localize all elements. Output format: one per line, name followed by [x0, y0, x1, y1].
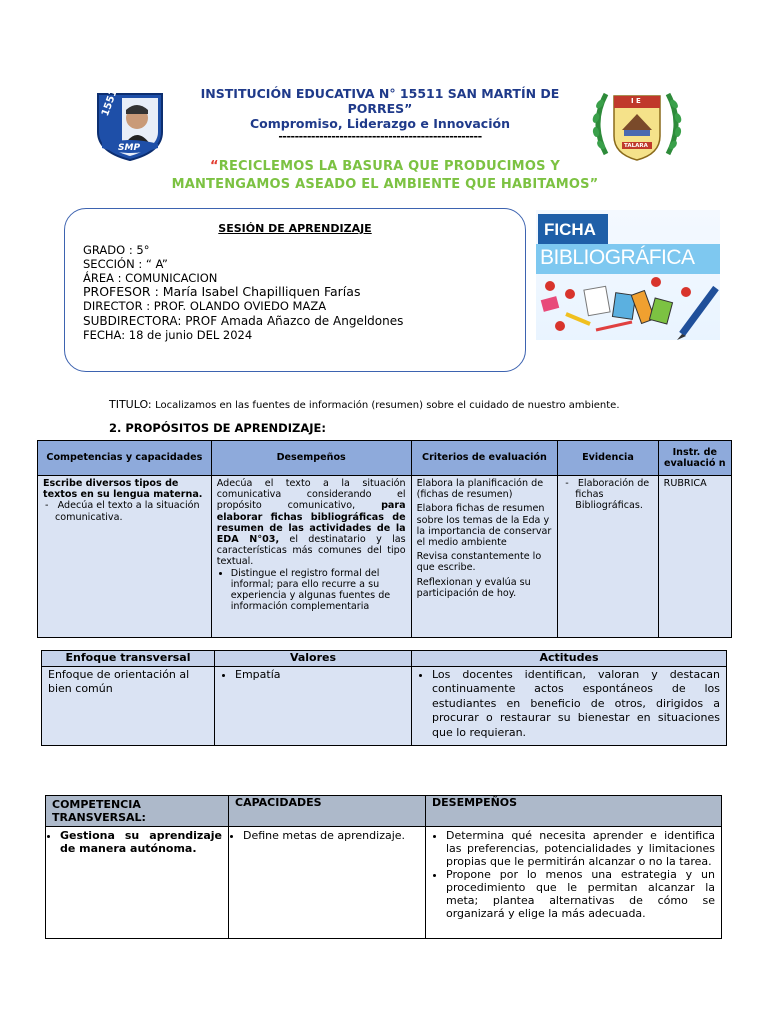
session-subdirector: SUBDIRECTORA: PROF Amada Añazco de Angeldones	[83, 314, 404, 328]
actitud-item: • Los docentes identifican, valoran y destacan continuamente actos espontáneos de los estudiantes en beneficio de otros, dirigidos a procurar o restaurar su bienestar en situaciones que lo requieran.	[432, 668, 720, 741]
session-title: SESIÓN DE APRENDIZAJE	[218, 222, 372, 235]
ficha-word: FICHA	[544, 220, 596, 239]
session-grade: GRADO : 5°	[83, 243, 150, 257]
valor-cell	[215, 666, 412, 745]
session-section: SECCIÓN : “ A”	[83, 257, 168, 271]
header-desempenos: Desempeños	[211, 441, 411, 476]
header-actitudes: Actitudes	[412, 651, 727, 667]
capacidad-text: Adecúa el texto a la situación comunicativa.	[55, 500, 200, 523]
header-instrumento: Instr. de evaluació n	[658, 441, 731, 476]
titulo-label: TITULO:	[109, 398, 156, 411]
titulo-text: Localizamos en las fuentes de información (resumen) sobre el cuidado de nuestro ambiente.	[155, 400, 620, 411]
header-capacidades: CAPACIDADES	[229, 796, 426, 827]
header-competencia-transversal: COMPETENCIA TRANSVERSAL:	[46, 796, 229, 827]
header-evidencia: Evidencia	[558, 441, 658, 476]
bibliografica-word: BIBLIOGRÁFICA	[540, 246, 695, 269]
evidencia-item: - Elaboración de fichas Bibliográficas.	[565, 478, 650, 512]
desempeno-transversal-item: • Determina qué necesita aprender e identifica las preferencias, potencialidades y limitaciones propias que le permitirán alcanzar o no la tarea.	[446, 829, 715, 868]
desempeno-bullet: • Distingue el registro formal del informal; para ello recurre a su experiencia y algunas fuentes de información complementaria	[231, 568, 406, 613]
institution-name-line2: PORRES”	[347, 101, 413, 116]
enfoque-table	[41, 650, 727, 746]
purposes-table	[37, 440, 732, 638]
desempeno-bold: para elaborar fichas bibliográficas de resumen de las actividades de la EDA N°03,	[216, 500, 406, 546]
school-logo-right	[588, 84, 686, 164]
instrumento-cell	[658, 476, 731, 638]
valor-item: • Empatía	[235, 668, 405, 683]
enfoque-cell: Enfoque de orientación al bien común	[42, 666, 215, 745]
desempenos-transversal-cell	[426, 827, 722, 939]
competencia-transversal-cell	[46, 827, 229, 939]
institution-motto: Compromiso, Liderazgo e Innovación	[250, 116, 510, 131]
section-2-heading: 2. PROPÓSITOS DE APRENDIZAJE:	[109, 421, 326, 435]
session-date: FECHA: 18 de junio DEL 2024	[83, 328, 253, 342]
header-desempenos-transversal: DESEMPEÑOS	[426, 796, 722, 827]
criterios-cell	[411, 476, 558, 638]
slogan-line1-text: RECICLEMOS LA BASURA QUE PRODUCIMOS Y	[218, 159, 560, 174]
header-criterios: Criterios de evaluación	[411, 441, 558, 476]
header-competencias: Competencias y capacidades	[38, 441, 212, 476]
actitud-cell	[412, 666, 727, 745]
capacidad-item: - Adecúa el texto a la situación comunicativa.	[45, 500, 200, 523]
competencia-transversal-item: • Gestiona su aprendizaje de manera autónoma.	[60, 829, 222, 855]
criterio-item: Revisa constantemente lo que escribe.	[416, 551, 542, 574]
criterio-item: Elabora la planificación de (fichas de resumen)	[416, 478, 544, 501]
logo-city-text: TALARA	[624, 143, 648, 149]
desempeno-transversal-item: • Propone por lo menos una estrategia y un procedimiento que le permitan alcanzar la meta; plantea alternativas de cómo se organizará y elige la más adecuada.	[446, 868, 715, 920]
capacidad-transversal-item: • Define metas de aprendizaje.	[243, 829, 419, 842]
transversal-table	[45, 795, 722, 939]
institution-name-line1: INSTITUCIÓN EDUCATIVA N° 15511 SAN MARTÍN DE	[200, 86, 560, 101]
session-area: ÁREA : COMUNICACION	[83, 271, 218, 285]
header-separator: --------------------------------------------------	[278, 130, 482, 143]
logo-number: 15511	[100, 81, 123, 118]
desempeno-bullets	[217, 568, 406, 613]
desempeno-part1: Adecúa el texto a la situación comunicativa considerando el propósito comunicativo,	[216, 478, 406, 512]
desempeno-text	[217, 478, 406, 568]
header-valores: Valores	[215, 651, 412, 667]
slogan-quote: “	[210, 159, 219, 174]
criterio-item: Elabora fichas de resumen sobre los temas de la Eda y la importancia de conservar el medio ambiente	[416, 503, 552, 549]
titulo-line	[109, 398, 620, 411]
competencia-cell	[38, 476, 212, 638]
session-director: DIRECTOR : PROF. OLANDO OVIEDO MAZA	[83, 299, 327, 313]
logo-initials: SMP	[118, 143, 141, 153]
slogan-line1	[120, 158, 650, 176]
session-teacher: PROFESOR : María Isabel Chapilliquen Farías	[83, 284, 361, 299]
evidencia-text: Elaboración de fichas Bibliográficas.	[575, 478, 650, 512]
criterio-item: Reflexionan y evalúa su participación de hoy.	[416, 576, 531, 599]
slogan-line2: MANTENGAMOS ASEADO EL AMBIENTE QUE HABITAMOS”	[171, 177, 599, 192]
evidencia-cell	[558, 476, 658, 638]
competencia-name: Escribe diversos tipos de textos en su lengua materna.	[43, 478, 203, 501]
session-info-box	[64, 208, 526, 372]
capacidad-transversal-cell	[229, 827, 426, 939]
instrumento-text: RUBRICA	[663, 478, 707, 489]
school-logo-left	[94, 81, 166, 162]
school-supplies-icon	[536, 274, 720, 340]
desempeno-cell	[211, 476, 411, 638]
header-enfoque: Enfoque transversal	[42, 651, 215, 667]
desempeno-part2: el destinatario y las características más comunes del tipo textual.	[216, 534, 406, 568]
logo-top-text: I E	[631, 97, 641, 105]
ficha-bibliografica-image	[536, 210, 720, 340]
